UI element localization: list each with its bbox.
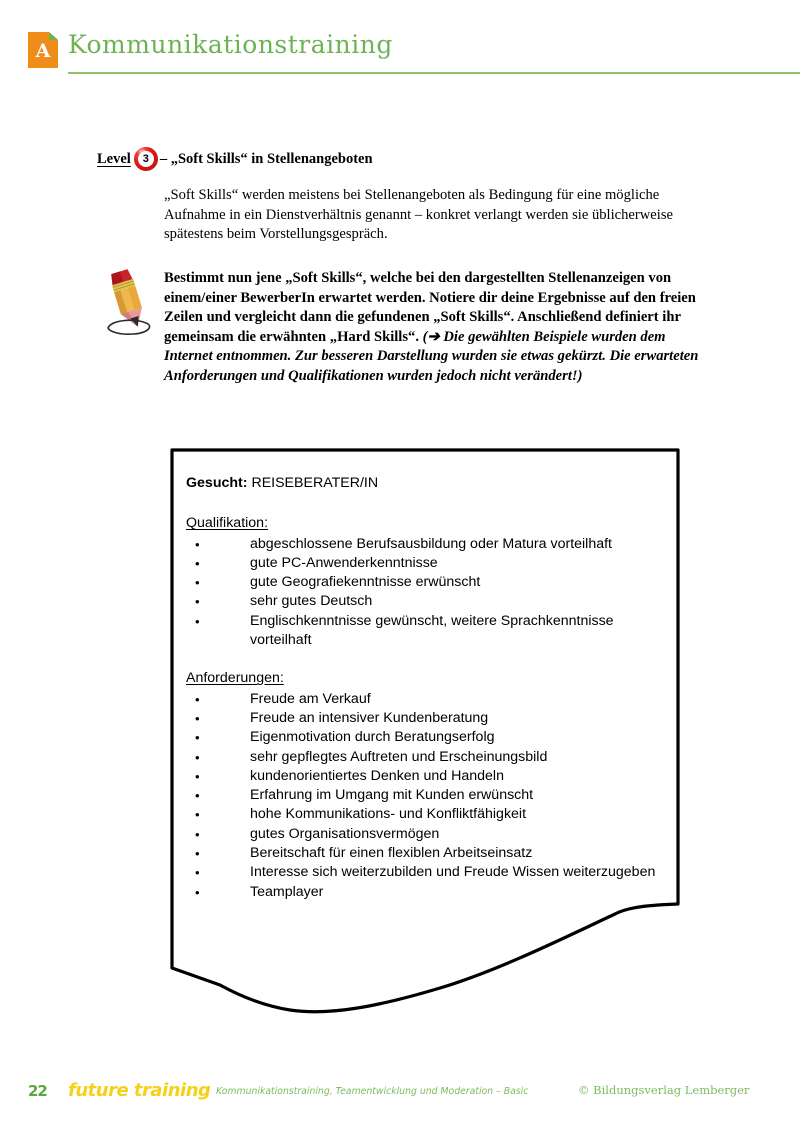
requirements-list-item: • kundenorientiertes Denken und Handeln	[186, 767, 656, 786]
requirements-heading: Anforderungen:	[186, 670, 284, 687]
section-spacer	[186, 650, 656, 669]
logo-letter: A	[35, 40, 51, 62]
page-footer	[0, 1080, 800, 1110]
requirements-list-item: • Interesse sich weiterzubilden und Freude Wissen weiterzugeben	[186, 863, 656, 882]
requirements-list	[186, 690, 656, 902]
qualification-list-item: • gute PC-Anwenderkenntnisse	[186, 554, 656, 573]
logo-badge	[28, 32, 58, 68]
requirements-list-item: • gutes Organisationsvermögen	[186, 825, 656, 844]
level-heading	[97, 147, 373, 171]
qualification-heading: Qualifikation:	[186, 515, 269, 532]
job-ad-title-label: Gesucht:	[186, 475, 248, 491]
requirements-list-item: • Eigenmotivation durch Beratungserfolg	[186, 728, 656, 747]
job-ad-box	[170, 448, 680, 1028]
header-divider	[68, 72, 800, 74]
instruction-block	[164, 269, 709, 387]
qualification-list-item: • gute Geografiekenntnisse erwünscht	[186, 573, 656, 592]
footer-copyright: © Bildungsverlag Lemberger	[578, 1083, 750, 1097]
instruction-task: Bestimmt nun jene „Soft Skills“, welche bei den dargestellten Stellenanzeigen von einem/einer BewerberIn erwartet werden. Notiere dir deine Ergebnisse auf den freien Zeilen und vergleicht dann die gefundenen „Soft Skills“. Anschließend definiert ihr gemeinsam die erwähnten „Hard Skills“.	[164, 270, 696, 345]
pencil-icon	[98, 266, 160, 336]
qualification-list	[186, 535, 656, 651]
level-badge-icon	[134, 147, 158, 171]
job-ad-title	[186, 474, 656, 493]
qualification-list-item: • abgeschlossene Berufsausbildung oder Matura vorteilhaft	[186, 535, 656, 554]
requirements-list-item: • sehr gepflegtes Auftreten und Erscheinungsbild	[186, 748, 656, 767]
instruction-note: (➔ Die gewählten Beispiele wurden dem Internet entnommen. Zur besseren Darstellung wurden sie etwas gekürzt. Die erwarteten Anforderungen und Qualifikationen wurden jedoch nicht verändert!)	[164, 328, 699, 384]
requirements-list-item: • Freude am Verkauf	[186, 690, 656, 709]
requirements-list-item: • Erfahrung im Umgang mit Kunden erwünscht	[186, 786, 656, 805]
footer-brand: future training	[68, 1080, 211, 1101]
level-title: – „Soft Skills“ in Stellenangeboten	[159, 151, 373, 167]
requirements-list-item: • hohe Kommunikations- und Konfliktfähigkeit	[186, 805, 656, 824]
requirements-list-item: • Bereitschaft für einen flexiblen Arbeitseinsatz	[186, 844, 656, 863]
page-header	[0, 0, 800, 78]
qualification-list-item: • sehr gutes Deutsch	[186, 592, 656, 611]
intro-paragraph: „Soft Skills“ werden meistens bei Stellenangeboten als Bedingung für eine mögliche Aufnahme in ein Dienstverhältnis genannt – konkret verlangt werden sie üblicherweise spätestens beim Vorstellungsgespräch.	[164, 187, 673, 242]
job-ad-content	[186, 474, 656, 902]
page-title: Kommunikationstraining	[68, 30, 393, 59]
requirements-list-item: • Teamplayer	[186, 883, 656, 902]
level-badge-number: 3	[138, 151, 154, 167]
qualification-list-item: • Englischkenntnisse gewünscht, weitere Sprachkenntnisse vorteilhaft	[186, 612, 656, 651]
footer-subtitle: Kommunikationstraining, Teamentwicklung und Moderation – Basic	[216, 1086, 529, 1097]
page-number: 22	[28, 1082, 47, 1100]
requirements-list-item: • Freude an intensiver Kundenberatung	[186, 709, 656, 728]
level-label: Level	[97, 151, 131, 167]
job-ad-title-value: REISEBERATER/IN	[247, 475, 379, 491]
